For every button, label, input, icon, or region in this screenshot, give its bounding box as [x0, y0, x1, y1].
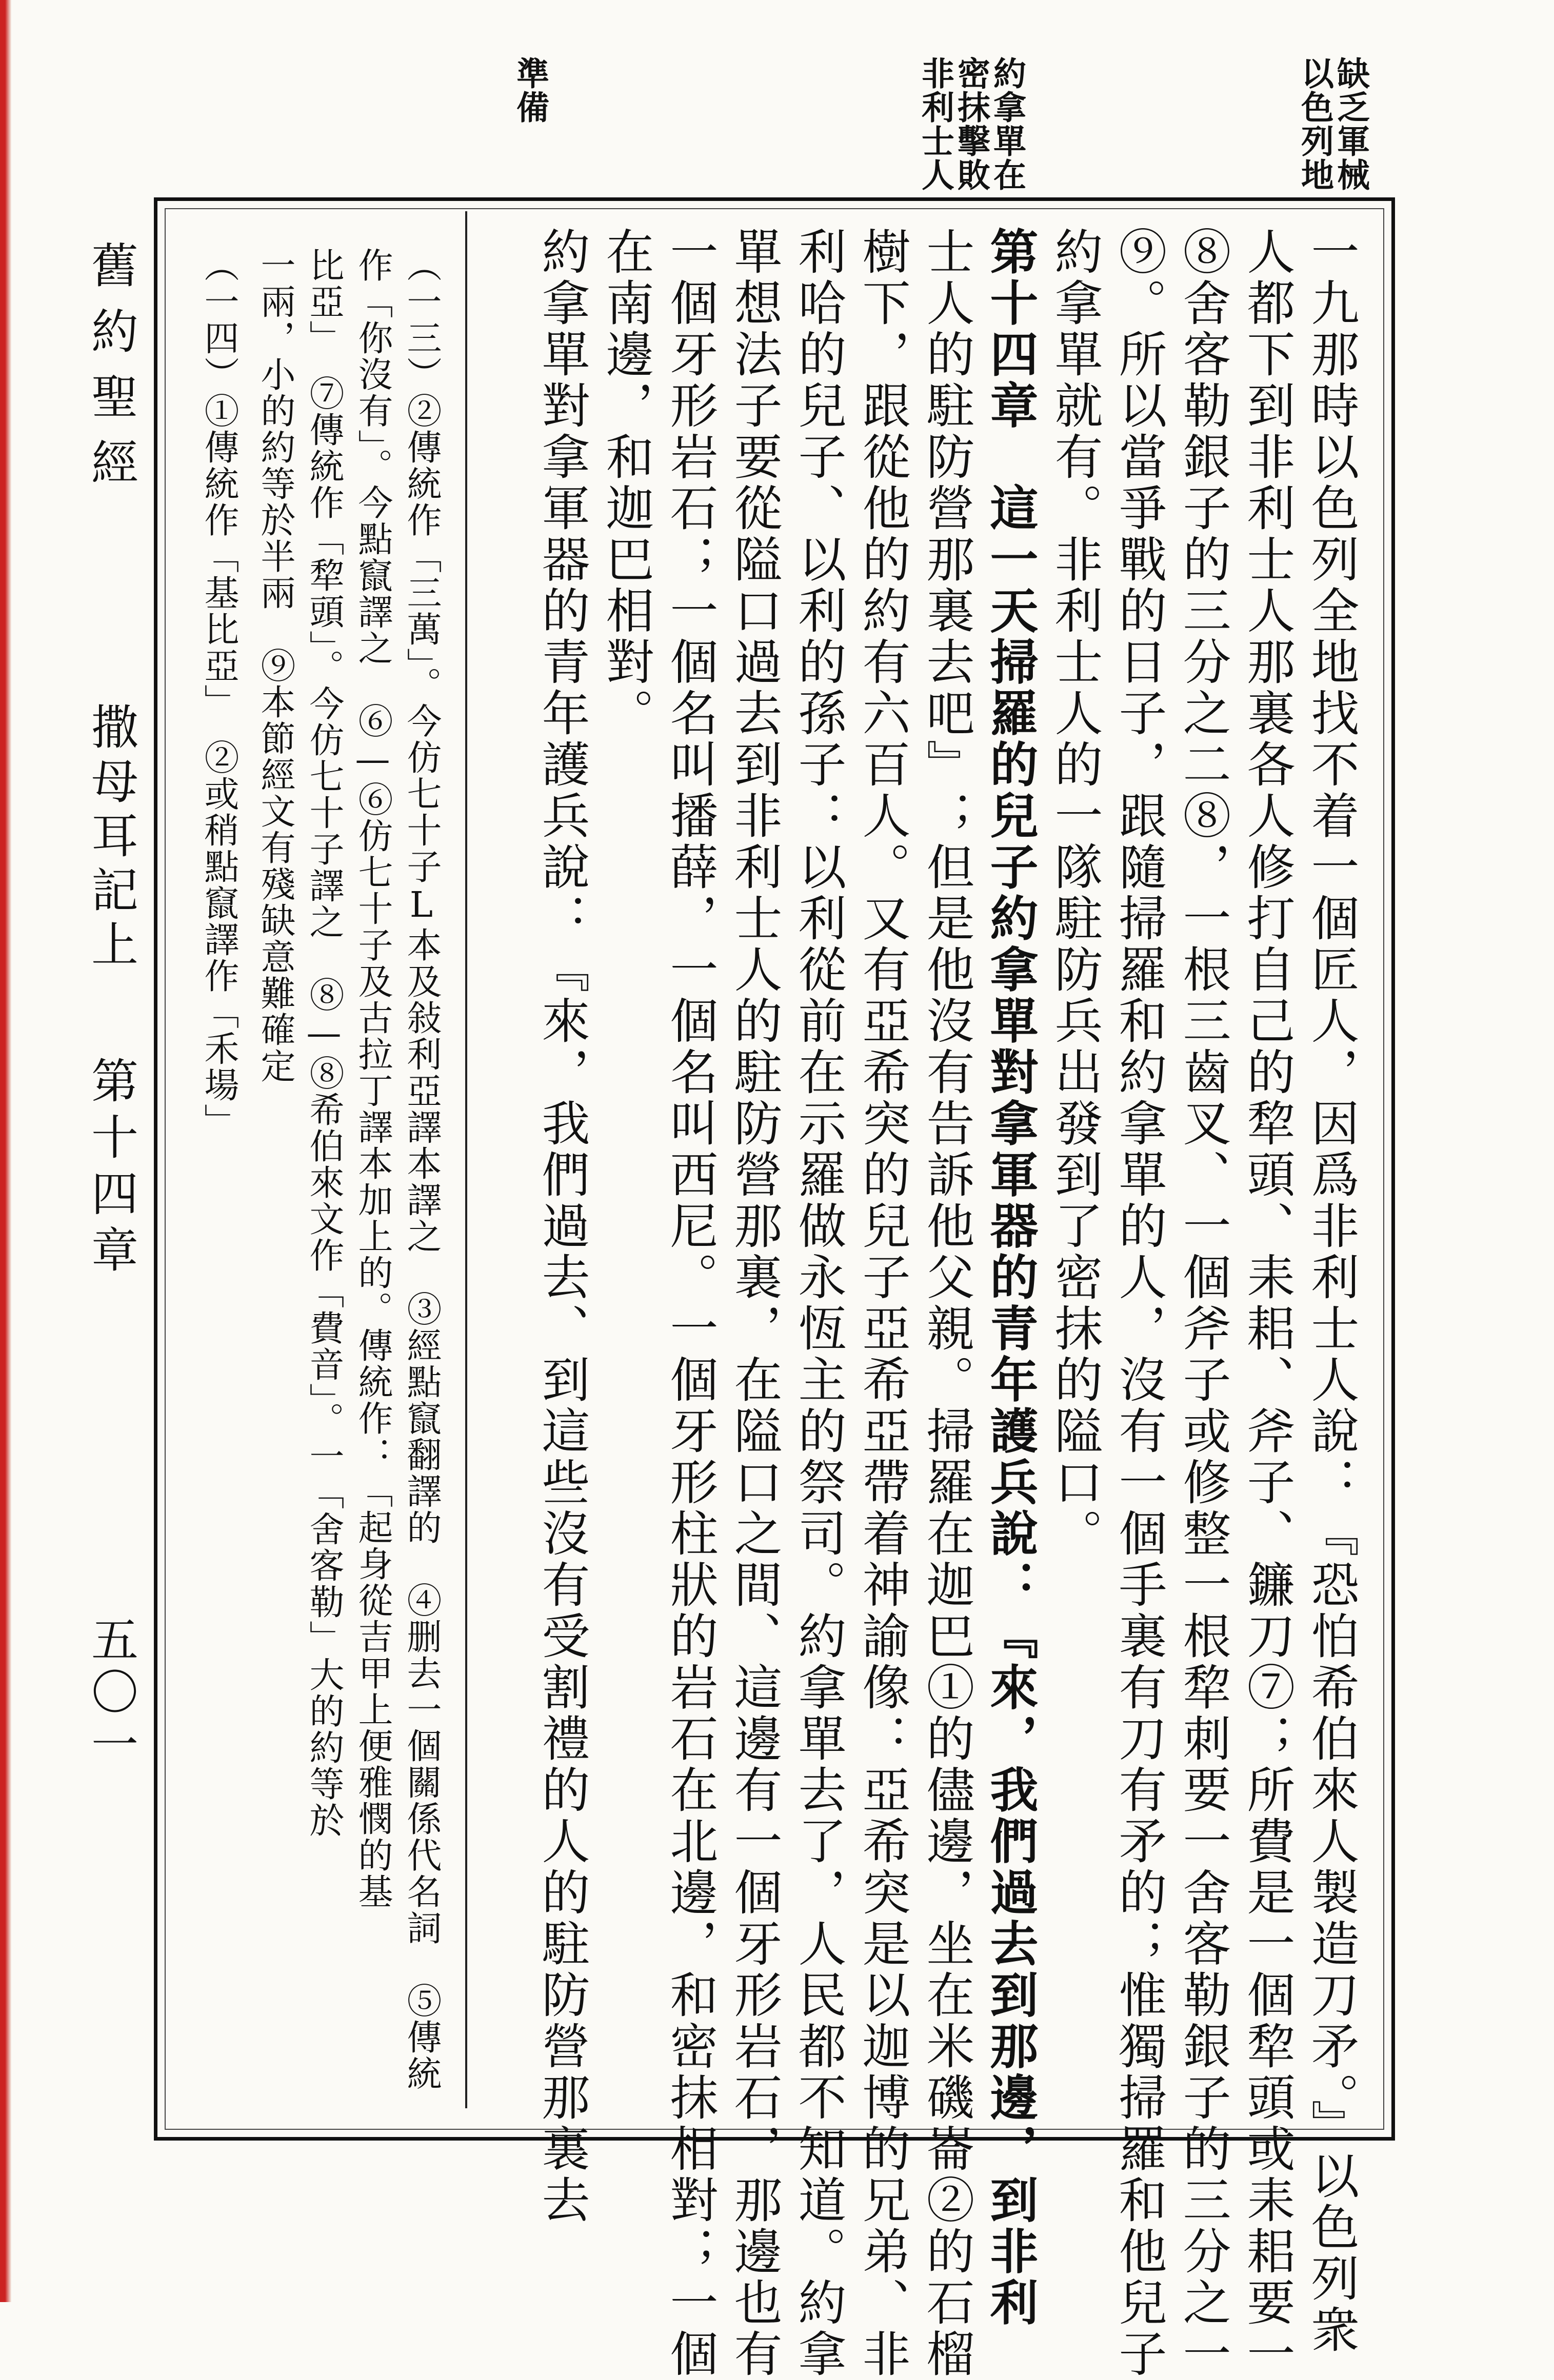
- footnote-column: 比亞」 ⑦傳統作「犂頭」。今仿七十子譯之 ⑧—⑧希伯來文作「費音」。一「舍客勒」大的約等於: [304, 247, 344, 1839]
- footnote-column: （一四）①傳統作「基比亞」 ②或稍點竄譯作「禾場」: [198, 247, 239, 1140]
- footnote-divider: [465, 211, 467, 2108]
- side-note: 約拿單在: [988, 56, 1026, 192]
- body-column: 在南邊，和迦巴相對。: [597, 227, 653, 739]
- body-column: 約拿單對拿軍器的青年護兵說：『來，我們過去、到這些沒有受割禮的人的駐防營那裏去: [533, 227, 589, 2226]
- body-column: 利哈的兒子、以利的孫子：以利從前在示羅做永恆主的祭司。約拿單去了，人民都不知道。約拿: [790, 227, 846, 2380]
- book-name: 撒母耳記上: [84, 702, 138, 974]
- chapter-start-column: 第十四章 這一天掃羅的兒子約拿單對拿軍器的青年護兵說：『來，我們過去到那邊，到非利: [982, 227, 1038, 2329]
- page-edge: [0, 0, 11, 2302]
- body-column: 約拿單就有。非利士人的一隊駐防兵出發到了密抹的隘口。: [1046, 227, 1102, 1560]
- side-note: 非利士人: [916, 56, 954, 192]
- footnote-column: （一三）②傳統作「三萬」。今仿七十子L本及敍利亞譯本譯之 ③經點竄翻譯的 ④删去一個關係代名詞 ⑤傳統: [401, 247, 442, 2092]
- body-column: 一九那時以色列全地找不着一個匠人，因爲非利士人說：『恐怕希伯來人製造刀矛。』以色列衆: [1303, 227, 1359, 2356]
- side-note: 缺乏軍械: [1331, 56, 1370, 192]
- body-column: ⑧舍客勒銀子的三分之二⑧，一根三齒叉、一個斧子或修整一根犂刺要一舍客勒銀子的三分之一: [1174, 227, 1230, 2380]
- body-column: ⑨。所以當爭戰的日子，跟隨掃羅和約拿單的人，沒有一個手裏有刀有矛的；惟獨掃羅和他兒子: [1110, 227, 1166, 2380]
- text-frame: [154, 197, 1395, 2380]
- body-column: 一個牙形岩石；一個名叫播薛，一個名叫西尼。一個牙形柱狀的岩石在北邊，和密抹相對；一個: [662, 227, 718, 2380]
- body-column: 單想法子要從隘口過去到非利士人的駐防營那裏，在隘口之間、這邊有一個牙形岩石，那邊也有: [726, 227, 782, 2380]
- side-note: 以色列地: [1296, 56, 1334, 192]
- footnote-column: 作「你沒有」。今點竄譯之 ⑥—⑥仿七十子及古拉丁譯本加上的。傳統作：「起身從吉甲上便雅憫的基: [352, 247, 393, 1910]
- chapter-label: 第十四章: [84, 1056, 138, 1282]
- body-column: 士人的駐防營那裏去吧』；但是他沒有告訴他父親。掃羅在迦巴①的儘邊，坐在米磯崙②的石榴: [918, 227, 974, 2380]
- page-number: 五〇一: [84, 1615, 138, 1772]
- side-note: 密抹擊敗: [952, 56, 990, 192]
- body-column: 樹下，跟從他的約有六百人。又有亞希突的兒子亞希亞帶着神諭像：亞希突是以迦博的兄弟、非: [854, 227, 910, 2380]
- side-note: 準備: [511, 56, 549, 124]
- footnote-column: 一兩，小的約等於半兩 ⑨本節經文有殘缺意難確定: [255, 247, 295, 1084]
- body-column: 人都下到非利士人那裏各人修打自己的犂頭、耒耜、斧子、鐮刀⑦；所費是一個犂頭或耒耜要一: [1239, 227, 1294, 2380]
- running-title: 舊約聖經: [84, 241, 138, 503]
